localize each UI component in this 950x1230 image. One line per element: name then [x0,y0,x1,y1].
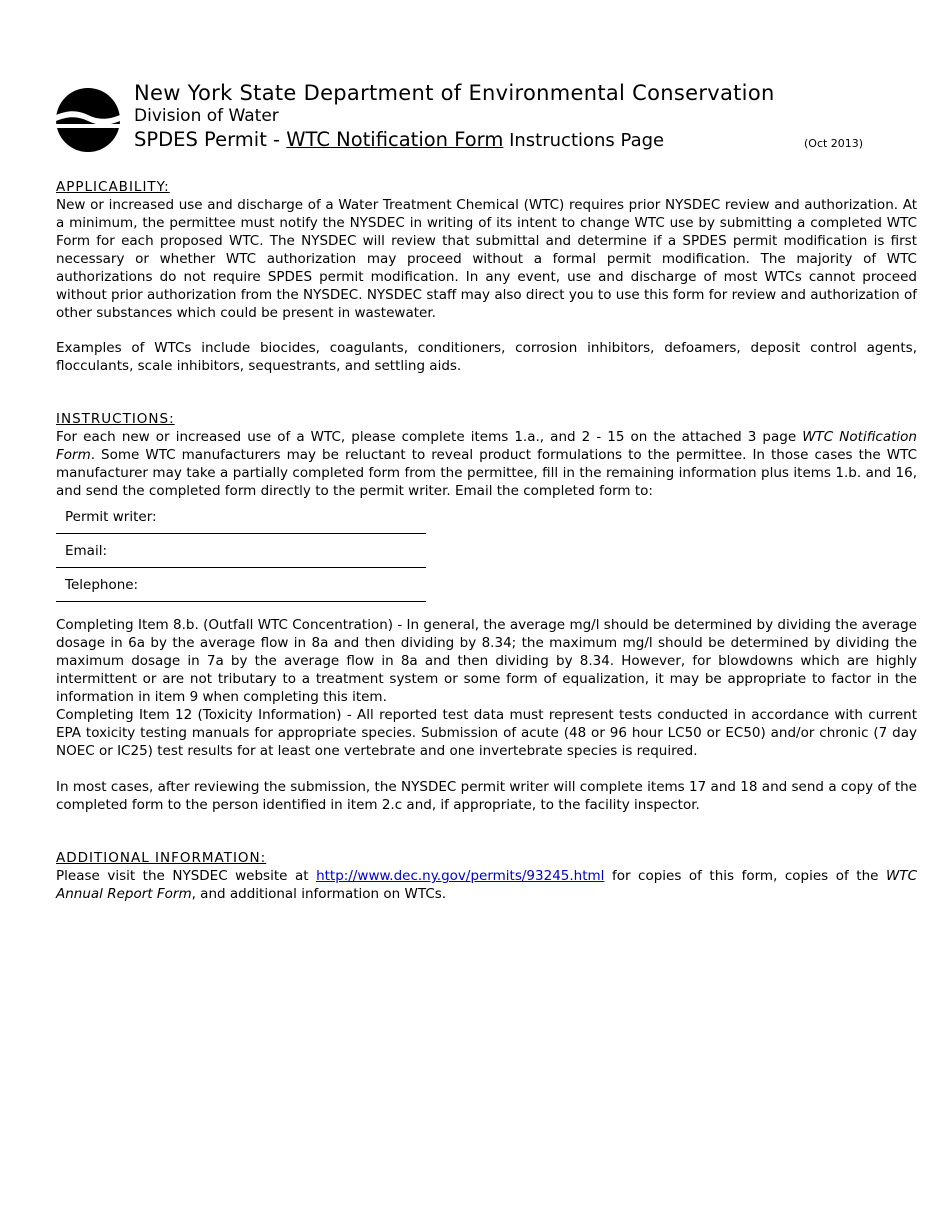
email-label: Email: [65,543,108,559]
annual-report-form-ref: WTC Annual Report Form [56,868,917,902]
applicability-paragraph: New or increased use and discharge of a Water Treatment Chemical (WTC) requires prior NYSDEC review and authorization. At a minimum, the permittee must notify the NYSDEC in writing of its intent to change WTC use by submitting a completed WTC Form for each proposed WTC. The NYSDEC will review that submittal and determine if a SPDES permit modification is first necessary or whether WTC authorization may proceed without a formal permit modification. The majority of WTC authorizations do not require SPDES permit modification. In any event, use and discharge of most WTCs cannot proceed without prior authorization from the NYSDEC. NYSDEC staff may also direct you to use this form for review and authorization of other substances which could be present in wastewater. [56,197,917,321]
nysdec-logo-icon [56,88,120,152]
instructions-heading: INSTRUCTIONS: [56,411,175,427]
permit-writer-label: Permit writer: [65,509,157,525]
item-12-section [56,706,917,760]
instructions-section [56,428,917,500]
wtc-form-ref: WTC Notification Form [56,429,917,463]
item-12-paragraph: Completing Item 12 (Toxicity Information) - All reported test data must represent tests conducted in accordance with current EPA toxicity testing manuals for appropriate species. Submission of acute (48 or 96 hour LC50 or EC50) and/or chronic (7 day NOEC or IC25) test results for at least one vertebrate and one invertebrate species is required. [56,707,917,759]
closing-paragraph: In most cases, after reviewing the submission, the NYSDEC permit writer will complete items 17 and 18 and send a copy of the completed form to the person identified in item 2.c and, if appropriate, to the facility inspector. [56,779,917,813]
applicability-section [56,196,917,322]
instructions-paragraph: For each new or increased use of a WTC, please complete items 1.a., and 2 - 15 on the attached 3 page WTC Notification Form. Some WTC manufacturers may be reluctant to reveal product formulations to the permittee. In those cases the WTC manufacturer may take a partially completed form from the permittee, fill in the remaining information plus items 1.b. and 16, and send the completed form directly to the permit writer. Email the completed form to: [56,429,917,499]
revision-date: (Oct 2013) [804,137,864,150]
form-title [134,130,664,150]
additional-info-paragraph: Please visit the NYSDEC website at http://www.dec.ny.gov/permits/93245.html for copies of this form, copies of the WTC Annual Report Form, and additional information on WTCs. [56,868,917,902]
additional-info-section [56,867,917,903]
agency-title: New York State Department of Environmental Conservation [134,81,775,105]
wtc-examples-paragraph: Examples of WTCs include biocides, coagulants, conditioners, corrosion inhibitors, defoamers, deposit control agents, flocculants, scale inhibitors, sequestrants, and settling aids. [56,340,917,374]
item-8b-section [56,616,917,706]
telephone-row[interactable] [56,568,426,602]
form-name: WTC Notification Form [286,128,504,151]
closing-section [56,778,917,814]
item-8b-paragraph: Completing Item 8.b. (Outfall WTC Concentration) - In general, the average mg/l should be determined by dividing the average dosage in 6a by the average flow in 8a and then dividing by 8.34; the maximum mg/l should be determined by dividing the maximum dosage in 7a by the average flow in 8a and then dividing by 8.34. However, for blowdowns which are highly intermittent or are not tributary to a treatment system or some form of equalization, it may be appropriate to factor in the information in item 9 when completing this item. [56,617,917,705]
wtc-examples-section [56,339,917,375]
contact-table [56,500,426,602]
additional-info-heading: ADDITIONAL INFORMATION: [56,850,267,866]
form-suffix: Instructions Page [503,130,665,151]
nysdec-website-link[interactable]: http://www.dec.ny.gov/permits/93245.html [316,868,605,884]
division-title: Division of Water [134,106,279,126]
applicability-heading: APPLICABILITY: [56,179,170,195]
permit-writer-row[interactable] [56,500,426,534]
email-row[interactable] [56,534,426,568]
telephone-label: Telephone: [65,577,139,593]
form-prefix: SPDES Permit - [134,128,287,151]
